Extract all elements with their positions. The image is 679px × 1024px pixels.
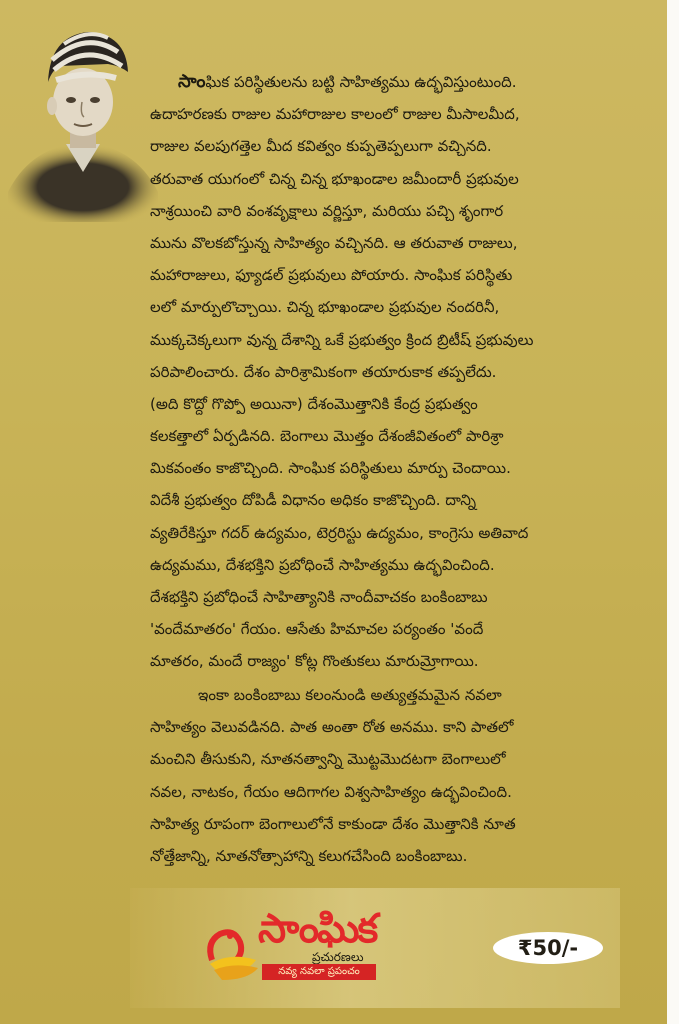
publisher-subtitle: ప్రచురణలు	[312, 950, 364, 964]
text-line: సాహిత్య రూపంగా బెంగాలులోనే కాకుండా దేశం మొత్తానికి నూత	[150, 814, 516, 833]
drop-cap: సాం	[178, 71, 206, 92]
text-line: మాతరం, మందే రాజ్యం' కోట్ల గొంతుకలు మారుమ్రోగాయి.	[150, 652, 479, 671]
text-line: రాజుల వలపుగత్తెల మీద కవిత్వం కుప్పతెప్పలుగా వచ్చినది.	[150, 137, 492, 156]
paragraph-1	[150, 66, 630, 678]
text-line: 'వందేమాతరం' గేయం. ఆసేతు హిమాచల పర్యంతం 'వందే	[150, 620, 484, 639]
text-line: సాంఘిక పరిస్థితులను బట్టి సాహిత్యము ఉద్భవిస్తుంటుంది.	[178, 71, 517, 92]
text-line: విదేశీ ప్రభుత్వం దోపిడీ విధానం అధికం కాజొచ్చింది. దాన్ని	[150, 491, 477, 510]
publisher-tagline: నవ్య నవలా ప్రపంచం	[262, 964, 376, 980]
text-line: ముక్కచెక్కలుగా వున్న దేశాన్ని ఒకే ప్రభుత్వం క్రింద బ్రిటీష్ ప్రభువులు	[150, 330, 534, 349]
text-line: (అది కొద్దో గొప్పో అయినా) దేశంమొత్తానికి కేంద్ర ప్రభుత్వం	[150, 394, 478, 413]
text-line: మును వొలకబోస్తున్న సాహిత్యం వచ్చినది. ఆ తరువాత రాజులు,	[150, 233, 518, 252]
text-line: పరిపాలించారు. దేశం పారిశ్రామికంగా తయారుకాక తప్పలేదు.	[150, 362, 497, 381]
text-line: కలకత్తాలో ఏర్పడినది. బెంగాలు మొత్తం దేశంజీవితంలో పారిశ్రా	[150, 427, 504, 446]
text-line: నాశ్రయించి వారి వంశవృక్షాలు వర్ణిస్తూ, మరియు పచ్చి శృంగార	[150, 201, 504, 220]
text-line: నవల, నాటకం, గేయం ఆదిగాగల విశ్వసాహిత్యం ఉద్భవించింది.	[150, 782, 512, 801]
text-line: మహారాజులు, ఫ్యూడల్ ప్రభువులు పోయారు. సాంఘిక పరిస్థితు	[150, 266, 513, 285]
text-line: దేశభక్తిని ప్రబోధించే సాహిత్యానికి నాందీవాచకం బంకింబాబు	[150, 588, 488, 606]
text-line: వ్యతిరేకిస్తూ గదర్ ఉద్యమం, టెర్రరిస్టు ఉద్యమం, కాంగ్రెసు అతివాద	[150, 523, 529, 542]
text-line: మికవంతం కాజొచ్చింది. సాంఘిక పరిస్థితులు మార్పు చెందాయి.	[150, 459, 511, 478]
author-portrait	[8, 22, 158, 222]
text-line: లలో మార్పులొచ్చాయి. చిన్న భూఖండాల ప్రభువుల నందరినీ,	[150, 298, 500, 317]
paragraph-2	[150, 679, 516, 872]
publisher-name: సాంఘిక	[258, 906, 377, 952]
text-line: మంచిని తీసుకుని, నూతనత్వాన్ని మొట్టమొదటగా బెంగాలులో	[150, 750, 506, 769]
text-line: ఉదాహరణకు రాజుల మహారాజుల కాలంలో రాజుల మీసాలమీద,	[150, 105, 520, 124]
description-text	[150, 66, 630, 865]
text-line: తరువాత యుగంలో చిన్న చిన్న భూఖండాల జమీందారీ ప్రభువుల	[150, 169, 519, 188]
text-line: సాహిత్యం వెలువడినది. పాత అంతా రోత అనము. కాని పాతలో	[150, 718, 514, 737]
text-line: నోత్తేజాన్ని, నూతనోత్సాహాన్ని కలుగచేసింది బంకింబాబు.	[150, 846, 468, 865]
text-line: ఉద్యమము, దేశభక్తిని ప్రబోధించే సాహిత్యము ఉద్భవించింది.	[150, 555, 495, 574]
text-line: ఇంకా బంకింబాబు కలంనుండి అత్యుత్తమమైన నవలా	[198, 686, 502, 704]
price-badge: ₹50/-	[493, 932, 603, 964]
page-edge	[667, 0, 679, 1024]
